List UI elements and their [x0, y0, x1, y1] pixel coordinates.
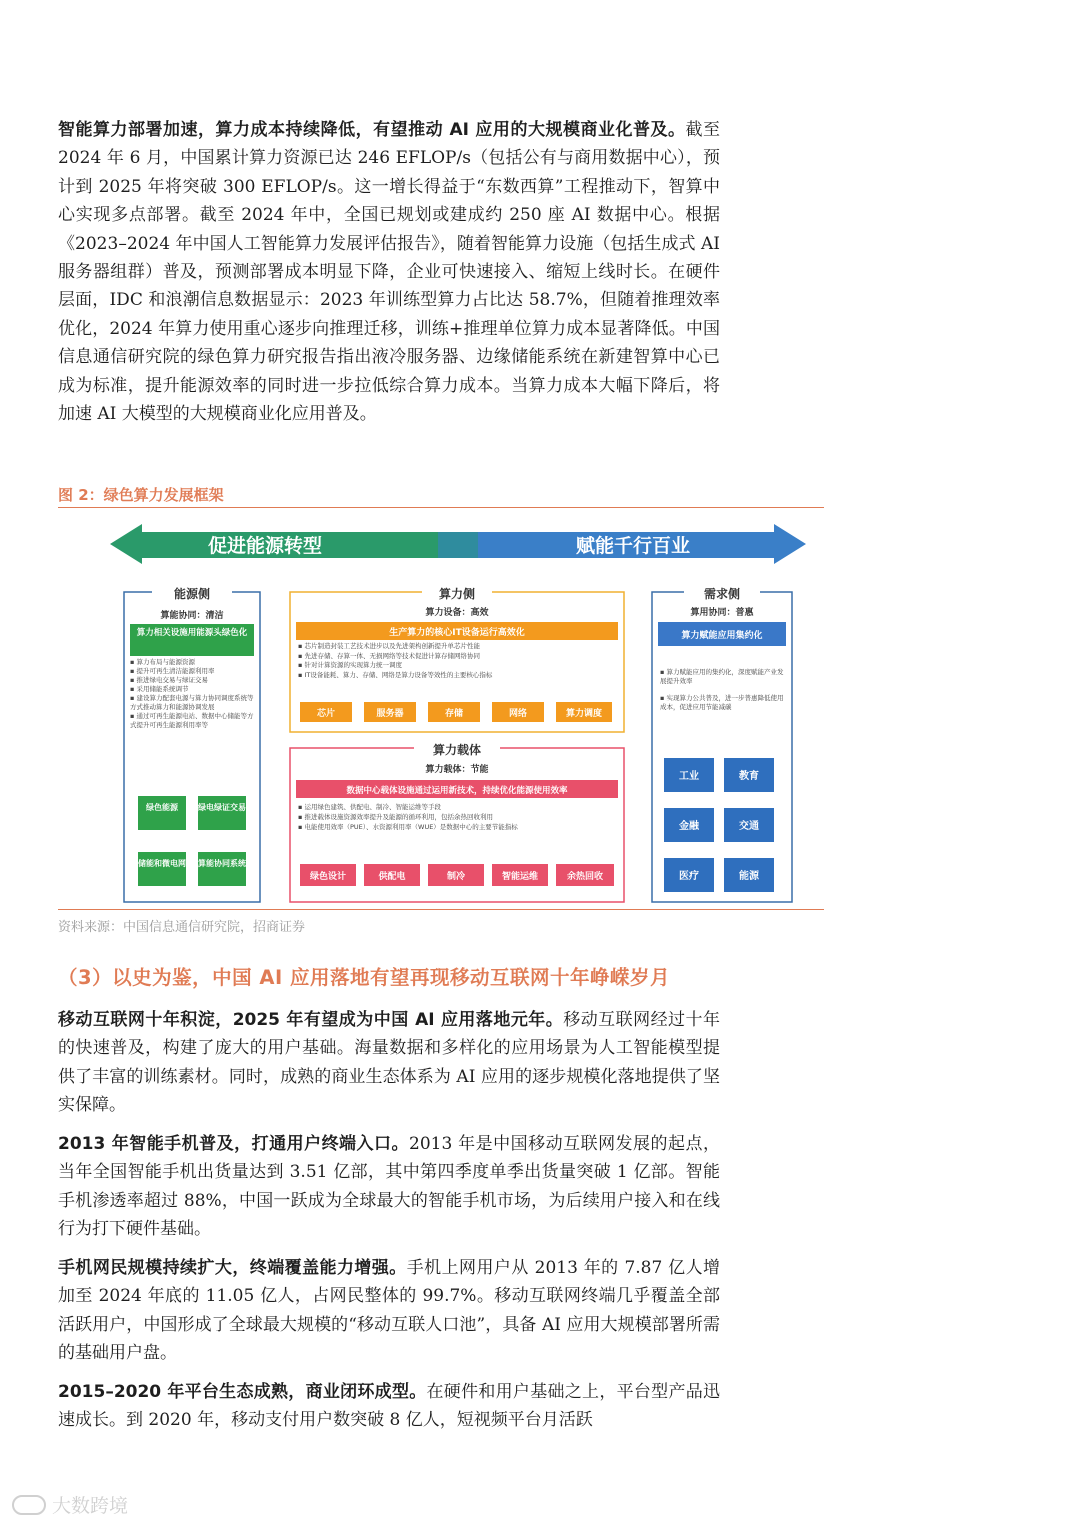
- energy-bullet: ▪ 推进绿电交易与绿证交易: [130, 676, 208, 684]
- body-paragraph-1: [58, 1006, 720, 1120]
- paragraph-lead: 移动互联网十年积淀，2025 年有望成为中国 AI 应用落地元年。: [58, 1010, 564, 1030]
- paragraph-lead: 2013 年智能手机普及，打通用户终端入口。: [58, 1134, 410, 1154]
- demand-tile: 教育: [739, 771, 759, 782]
- demand-tile: 能源: [739, 871, 759, 882]
- body-paragraph-3: [58, 1254, 720, 1368]
- compute-tiles: [300, 702, 612, 722]
- energy-sub: 算能协同：清洁: [160, 611, 224, 621]
- intro-text: 截至 2024 年 6 月，中国累计算力资源已达 246 EFLOP/s（包括公有与商用数据中心），预计到 2025 年将突破 300 EFLOP/s。这一增长得益于“东数西算”工程推动下，智算中心实现多点部署。截至 2024 年中，全国已规划或建成约 250 座 AI 数据中心。根据《2023–2024 年中国人工智能算力发展评估报告》，随着智能算力设施（包括生成式 AI 服务器组群）普及，预测部署成本明显下降，企业可快速接入、缩短上线时长。在硬件层面，IDC 和浪潮信息数据显示：2023 年训练型算力占比达 58.7%，但随着推理效率优化，2024 年算力使用重心逐步向推理迁移，训练+推理单位算力成本显著降低。中国信息通信研究院的绿色算力研究报告指出液冷服务器、边缘储能系统在新建智算中心已成为标准，提升能源效率的同时进一步拉低综合算力成本。当算力成本大幅下降后，将加速 AI 大模型的大规模商业化应用普及。: [58, 120, 720, 425]
- arrow-right-label: 赋能千行百业: [576, 535, 691, 557]
- carrier-tile: 余热回收: [566, 872, 604, 882]
- compute-tile: 芯片: [316, 709, 336, 719]
- energy-bullet: ▪ 提升可再生清洁能源利用率: [130, 667, 215, 675]
- figure-source: 资料来源：中国信息通信研究院，招商证券: [58, 920, 306, 935]
- paragraph-text: 在硬件和用户基础之上，平台型产品迅速成长。到 2020 年，移动支付用户数突破 8 亿人，短视频平台月活跃: [58, 1382, 721, 1431]
- energy-tile: 绿色能源: [146, 803, 178, 812]
- energy-tile: 算能协同系统: [198, 859, 246, 868]
- carrier-bullet: ▪ 电能使用效率（PUE）、水资源利用率（WUE）是数据中心的主要节能指标: [298, 823, 518, 831]
- demand-banner: 算力赋能应用集约化: [681, 631, 763, 641]
- body-paragraph-4: [58, 1378, 720, 1435]
- compute-tile: 网络: [508, 709, 528, 719]
- demand-tile: 医疗: [679, 871, 699, 882]
- demand-side-panel: [652, 584, 792, 902]
- paragraph-lead: 手机网民规模持续扩大，终端覆盖能力增强。: [58, 1258, 407, 1278]
- carrier-tile: 供配电: [378, 872, 406, 882]
- demand-bullet: ▪ 算力赋能应用的集约化，深度赋能产业发展提升效率: [660, 668, 784, 685]
- carrier-sub: 算力载体：节能: [425, 765, 489, 775]
- carrier-tile: 智能运维: [501, 872, 539, 882]
- watermark: [12, 1491, 128, 1518]
- compute-tile: 存储: [444, 709, 464, 719]
- figure-top-rule: [58, 507, 824, 508]
- top-arrow: [110, 524, 806, 564]
- arrow-left-label: 促进能源转型: [208, 535, 323, 557]
- demand-tile: 交通: [739, 821, 759, 832]
- energy-bullet: ▪ 采用储能系统调节: [130, 685, 189, 693]
- energy-bullet: ▪ 建设算力配套电源与算力协同调度系统等方式推动算力和能源协调发展: [130, 694, 254, 711]
- compute-side-panel: [290, 584, 624, 732]
- compute-bullet: ▪ IT设备能耗、算力、存储、网络是算力设备等效性的主要核心指标: [298, 670, 493, 679]
- demand-bullet: ▪ 实现算力公共普及，进一步普惠降低使用成本，促进应用节能减碳: [660, 694, 784, 711]
- demand-sub: 算用协同：普惠: [690, 608, 754, 618]
- carrier-title: 算力载体: [432, 743, 482, 757]
- compute-bullet: ▪ 先进存储、存算一体、无损网络等技术促进计算存储网络协同: [298, 651, 480, 660]
- energy-side-panel: [124, 584, 260, 902]
- demand-tile: 工业: [679, 771, 699, 782]
- intro-lead: 智能算力部署加速，算力成本持续降低，有望推动 AI 应用的大规模商业化普及。: [58, 120, 686, 140]
- compute-sub: 算力设备：高效: [425, 608, 489, 618]
- compute-tile: 算力调度: [565, 709, 603, 719]
- intro-paragraph: [58, 116, 720, 428]
- watermark-logo-icon: [12, 1495, 46, 1515]
- demand-title: 需求侧: [703, 587, 741, 601]
- compute-bullet: ▪ 针对计算资源的实现算力统一调度: [298, 661, 402, 669]
- energy-tile: 储能和微电网: [138, 859, 186, 868]
- energy-tile: 绿电绿证交易: [198, 803, 246, 812]
- compute-carrier-panel: [290, 740, 624, 902]
- green-compute-framework-figure: [108, 518, 808, 910]
- carrier-banner: 数据中心载体设施通过运用新技术，持续优化能源使用效率: [346, 786, 568, 796]
- paragraph-text: 2013 年是中国移动互联网发展的起点，当年全国智能手机出货量达到 3.51 亿部，其中第四季度单季出货量突破 1 亿部。智能手机渗透率超过 88%，中国一跃成为全球最大的智能手机市场，为后续用户接入和在线行为打下硬件基础。: [58, 1134, 720, 1240]
- paragraph-text: 手机上网用户从 2013 年的 7.87 亿人增加至 2024 年底的 11.05 亿人，占网民整体的 99.7%。移动互联网终端几乎覆盖全部活跃用户，中国形成了全球最大规模的“移动互联人口池”，具备 AI 应用大规模部署所需的基础用户盘。: [58, 1258, 721, 1364]
- demand-tile: 金融: [679, 821, 699, 832]
- carrier-bullet: ▪ 运用绿色建筑、供配电、制冷、智能运维等手段: [298, 803, 441, 811]
- energy-title: 能源侧: [173, 587, 211, 601]
- section-heading: （3）以史为鉴，中国 AI 应用落地有望再现移动互联网十年峥嵘岁月: [58, 966, 670, 989]
- paragraph-lead: 2015–2020 年平台生态成熟，商业闭环成型。: [58, 1382, 427, 1402]
- compute-tile: 服务器: [376, 709, 404, 719]
- energy-bullet: ▪ 通过可再生能源电站、数据中心储能等方式提升可再生能源利用率等: [130, 712, 254, 729]
- paragraph-text: 移动互联网经过十年的快速普及，构建了庞大的用户基础。海量数据和多样化的应用场景为人工智能模型提供了丰富的训练素材。同时，成熟的商业生态体系为 AI 应用的逐步规模化落地提供了坚实保障。: [58, 1010, 720, 1116]
- energy-banner: 算力相关设施用能源头绿色化: [136, 628, 248, 638]
- carrier-tile: 绿色设计: [309, 872, 347, 882]
- compute-bullet: ▪ 芯片制造封装工艺技术进步以及先进架构创新提升单芯片性能: [298, 642, 480, 650]
- body-paragraph-2: [58, 1130, 720, 1244]
- watermark-text: 大数跨境: [52, 1495, 129, 1517]
- figure-bottom-rule: [58, 909, 824, 910]
- compute-title: 算力侧: [438, 587, 476, 601]
- energy-bullet: ▪ 算力布局与能源资源: [130, 658, 195, 666]
- figure-title: 图 2：绿色算力发展框架: [58, 486, 224, 504]
- carrier-bullet: ▪ 推进载体设施资源效率提升及能源的循环利用，包括余热回收利用: [298, 813, 493, 821]
- carrier-tile: 制冷: [446, 872, 466, 882]
- compute-banner: 生产算力的核心IT设备运行高效化: [389, 628, 525, 638]
- carrier-tiles: [300, 864, 614, 886]
